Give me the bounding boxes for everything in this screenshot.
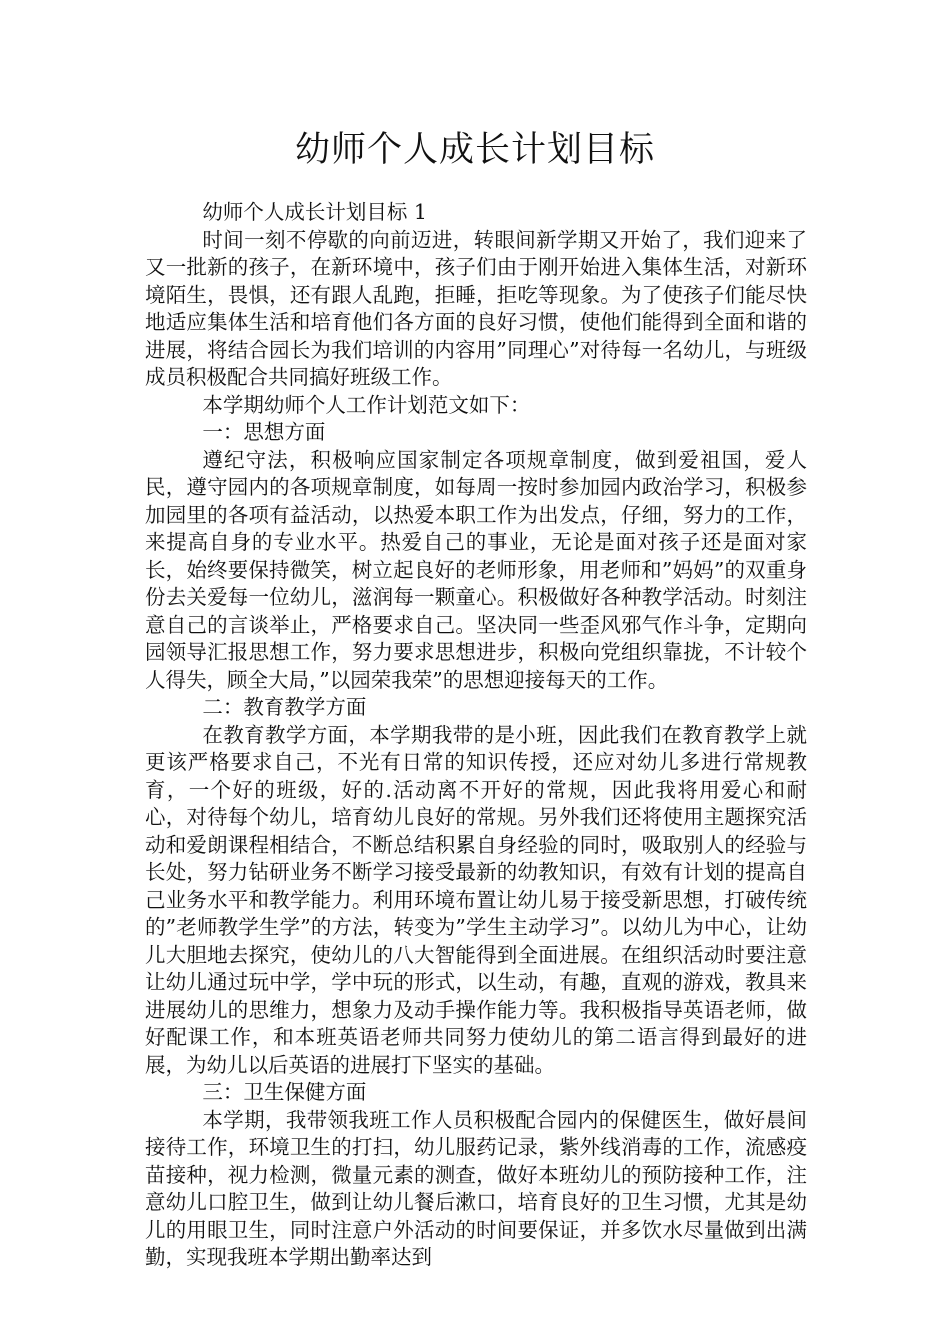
section-heading-health: 三：卫生保健方面 — [202, 1080, 367, 1104]
section-heading-plan-1: 幼师个人成长计划目标 1 — [202, 200, 427, 224]
document-title: 幼师个人成长计划目标 — [294, 130, 655, 170]
section-heading-thought: 一：思想方面 — [202, 420, 326, 444]
health-paragraph: 本学期，我带领我班工作人员积极配合园内的保健医生，做好晨间接待工作，环境卫生的打扫，幼儿服药记录，紫外线消毒的工作，流感疫苗接种，视力检测，微量元素的测查，做好本班幼儿的预防接种工作，注意幼儿口腔卫生，做到让幼儿餐后漱口，培育良好的卫生习惯，尤其是幼儿的用眼卫生，同时注意户外活动的时间要保证，并多饮水尽量做到出满勤，实现我班本学期出勤率达到 — [145, 1107, 807, 1269]
section-heading-teaching: 二：教育教学方面 — [202, 695, 367, 719]
thought-paragraph: 遵纪守法，积极响应国家制定各项规章制度，做到爱祖国，爱人民，遵守园内的各项规章制度，如每周一按时参加园内政治学习，积极参加园里的各项有益活动，以热爱本职工作为出发点，仔细，努力的工作，来提高自身的专业水平。热爱自己的事业，无论是面对孩子还是面对家长，始终要保持微笑，树立起良好的老师形象，用老师和”妈妈”的双重身份去关爱每一位幼儿，滋润每一颗童心。积极做好各种教学活动。时刻注意自己的言谈举止，严格要求自己。坚决同一些歪风邪气作斗争，定期向园领导汇报思想工作，努力要求思想进步，积极向党组织靠拢，不计较个人得失，顾全大局，”以园荣我荣”的思想迎接每天的工作。 — [145, 447, 807, 692]
teaching-paragraph: 在教育教学方面，本学期我带的是小班，因此我们在教育教学上就更该严格要求自己，不光有日常的知识传授，还应对幼儿多进行常规教育，一个好的班级，好的.活动离不开好的常规，因此我将用爱心和耐心，对待每个幼儿，培育幼儿良好的常规。另外我们还将使用主题探究活动和爱朗课程相结合，不断总结积累自身经验的同时，吸取别人的经验与长处，努力钻研业务不断学习接受最新的幼教知识，有效有计划的提高自己业务水平和教学能力。利用环境布置让幼儿易于接受新思想，打破传统的”老师教学生学”的方法，转变为”学生主动学习”。以幼儿为中心，让幼儿大胆地去探究，使幼儿的八大智能得到全面进展。在组织活动时要注意让幼儿通过玩中学，学中玩的形式，以生动，有趣，直观的游戏，教具来进展幼儿的思维力，想象力及动手操作能力等。我积极指导英语老师，做好配课工作，和本班英语老师共同努力使幼儿的第二语言得到最好的进展，为幼儿以后英语的进展打下坚实的基础。 — [145, 722, 807, 1077]
plan-intro-line: 本学期幼师个人工作计划范文如下： — [202, 392, 531, 417]
document-body — [145, 199, 807, 1272]
intro-paragraph: 时间一刻不停歇的向前迈进，转眼间新学期又开始了，我们迎来了又一批新的孩子，在新环境中，孩子们由于刚开始进入集体生活，对新环境陌生，畏惧，还有跟人乱跑，拒睡，拒吃等现象。为了使孩子们能尽快地适应集体生活和培育他们各方面的良好习惯，使他们能得到全面和谐的进展，将结合园长为我们培训的内容用”同理心”对待每一名幼儿，与班级成员积极配合共同搞好班级工作。 — [145, 227, 807, 389]
